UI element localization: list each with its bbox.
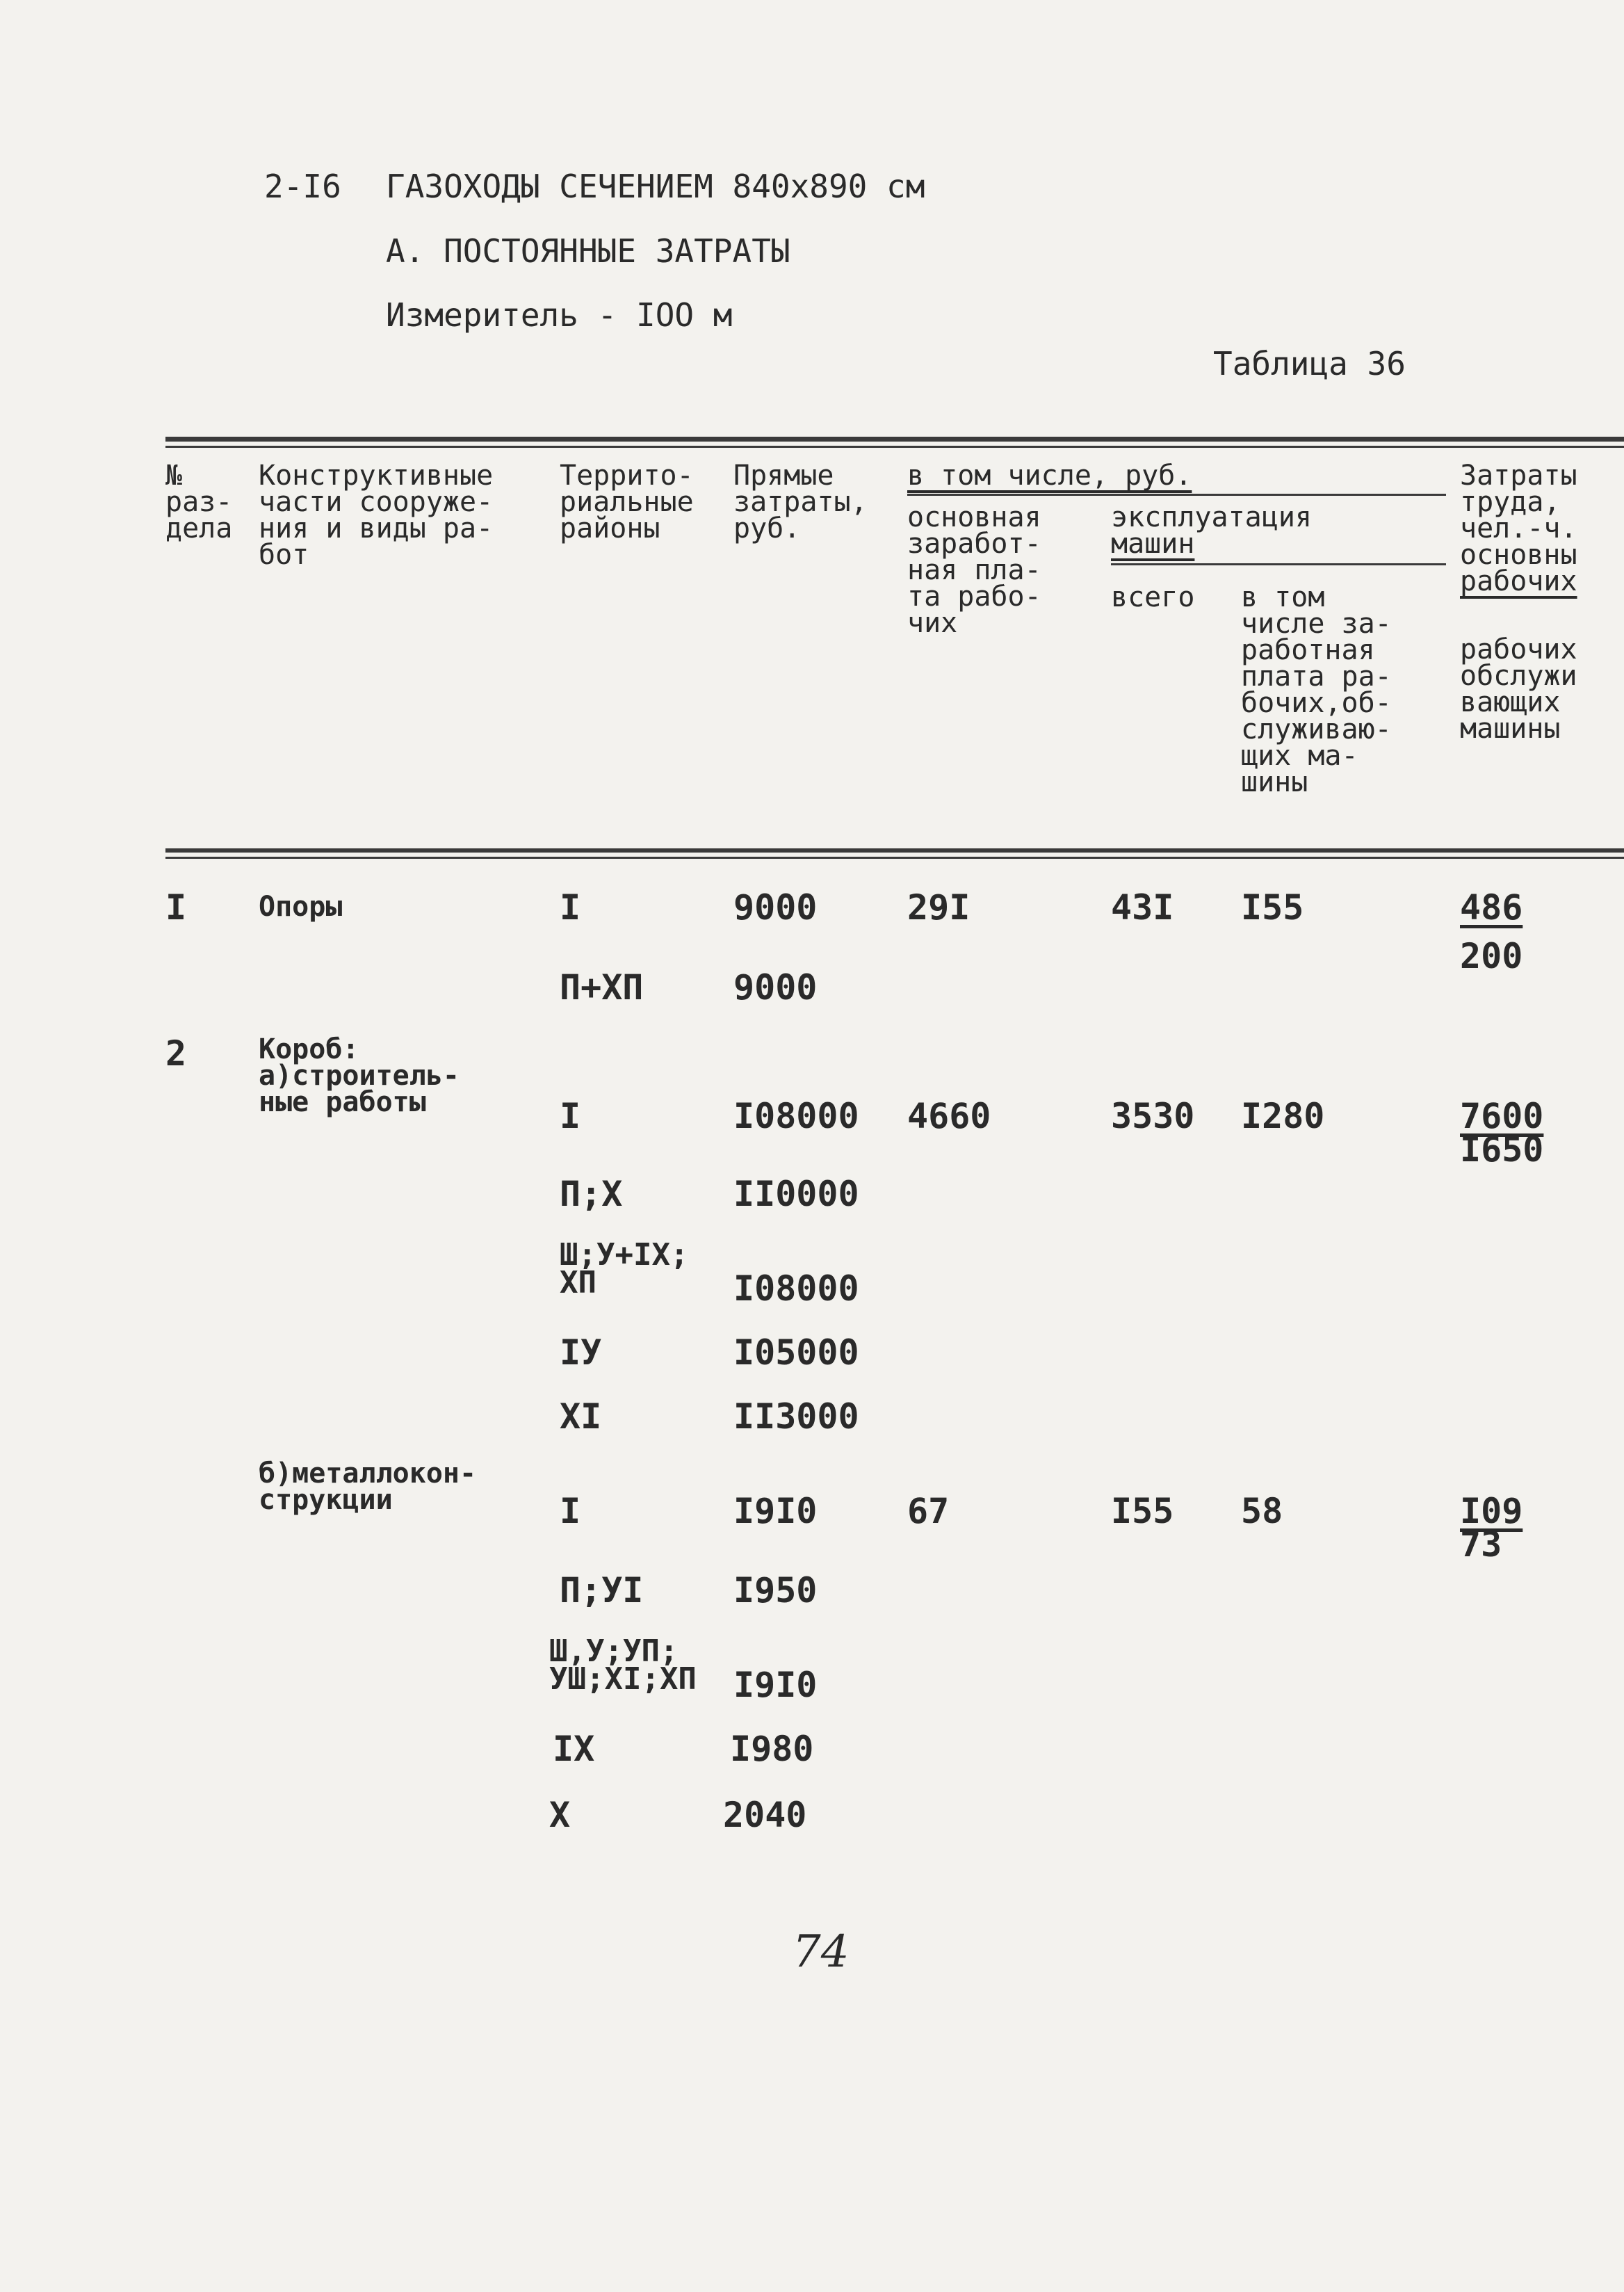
row6-region: ХI	[560, 1396, 602, 1437]
row1b-direct-costs: 9000	[733, 967, 818, 1008]
row7-direct-costs: I9I0	[733, 1491, 818, 1531]
row1-labor-machine: 200	[1460, 936, 1523, 976]
row7-machines-total: I55	[1111, 1491, 1174, 1531]
row2-base-wage: 4660	[907, 1096, 991, 1136]
col-header-regions: Террито- риальные районы	[560, 460, 694, 544]
including-group-rule	[907, 494, 1446, 496]
row7-machines-wage: 58	[1241, 1491, 1283, 1531]
row3-region: П;Х	[560, 1174, 623, 1214]
row2-labor-main: 7600	[1460, 1096, 1544, 1136]
col-header-machines-total: всего	[1111, 581, 1195, 613]
table-label: Таблица 36	[1213, 345, 1406, 382]
row8-region: П;УI	[560, 1570, 644, 1611]
col-header-labor-main-workers: рабочих	[1460, 565, 1577, 597]
row4-region: Ш;У+IХ; ХП	[560, 1237, 689, 1300]
row10-direct-costs: I980	[730, 1729, 814, 1769]
row1-labor-main: 486	[1460, 887, 1523, 928]
row7-labor-machine: 73	[1460, 1524, 1502, 1565]
page-number: 74	[793, 1926, 850, 1978]
row7-part-name: б)металлокон- струкции	[259, 1458, 477, 1516]
row2-section-number: 2	[165, 1033, 187, 1074]
col-header-machines-wage: в том числе за- работная плата ра- бочих,об- служиваю- щих ма- шины	[1241, 581, 1392, 798]
row2-machines-wage: I280	[1241, 1096, 1325, 1136]
row1-machines-total: 43I	[1111, 887, 1174, 928]
row8-direct-costs: I950	[733, 1570, 818, 1611]
header-bottom-rule-thin	[165, 857, 1624, 859]
row1-region: I	[560, 887, 581, 928]
row9-region: Ш,У;УП; УШ;ХI;ХП	[549, 1633, 697, 1697]
row4-direct-costs: I08000	[733, 1268, 859, 1309]
col-header-structural-parts: Конструктивные части сооруже- ния и виды ра- бот	[259, 460, 494, 571]
row1b-region: П+ХП	[560, 967, 644, 1008]
col-header-section-number: № раз- дела	[165, 460, 233, 544]
table-top-rule-thin	[165, 446, 1624, 448]
machine-group-rule	[1111, 563, 1446, 565]
row7-region: I	[560, 1491, 581, 1531]
row2-labor-machine: I650	[1460, 1129, 1544, 1170]
row6-direct-costs: II3000	[733, 1396, 859, 1437]
col-header-machine-operation: эксплуатация	[1111, 501, 1312, 533]
row2-direct-costs: I08000	[733, 1096, 859, 1136]
row7-labor-main: I09	[1460, 1491, 1523, 1531]
row7-base-wage: 67	[907, 1491, 950, 1531]
row2-region: I	[560, 1096, 581, 1136]
col-header-base-wage: основная заработ- ная пла- та рабо- чих	[907, 501, 1041, 639]
row1-machines-wage: I55	[1241, 887, 1304, 928]
section-title: ГАЗОХОДЫ СЕЧЕНИЕМ 840х890 см	[386, 168, 925, 205]
row3-direct-costs: II0000	[733, 1174, 859, 1214]
section-subtitle: А. ПОСТОЯННЫЕ ЗАТРАТЫ	[386, 232, 790, 270]
row1-direct-costs: 9000	[733, 887, 818, 928]
col-header-including-group: в том числе, руб.	[907, 460, 1192, 492]
row11-region: Х	[549, 1795, 571, 1835]
row1-section-number: I	[165, 887, 187, 928]
row10-region: IХ	[553, 1729, 595, 1769]
row1-base-wage: 29I	[907, 887, 971, 928]
row5-region: IУ	[560, 1332, 602, 1373]
col-header-labor-main: Затраты труда, чел.-ч. основны	[1460, 460, 1577, 571]
header-bottom-rule	[165, 848, 1624, 853]
row1-part-name: Опоры	[259, 891, 343, 923]
row2-part-name: Короб: а)строитель- ные работы	[259, 1033, 460, 1118]
section-number: 2-I6	[264, 168, 341, 205]
row5-direct-costs: I05000	[733, 1332, 859, 1373]
unit-of-measure: Измеритель - IOO м	[386, 296, 733, 334]
table-top-rule	[165, 437, 1624, 442]
col-header-direct-costs: Прямые затраты, руб.	[733, 460, 868, 544]
row9-direct-costs: I9I0	[733, 1665, 818, 1705]
col-header-machine-operation-2: машин	[1111, 528, 1195, 560]
row2-machines-total: 3530	[1111, 1096, 1195, 1136]
row11-direct-costs: 2040	[723, 1795, 807, 1835]
col-header-labor-machine-workers: рабочих обслужи вающих машины	[1460, 633, 1577, 745]
